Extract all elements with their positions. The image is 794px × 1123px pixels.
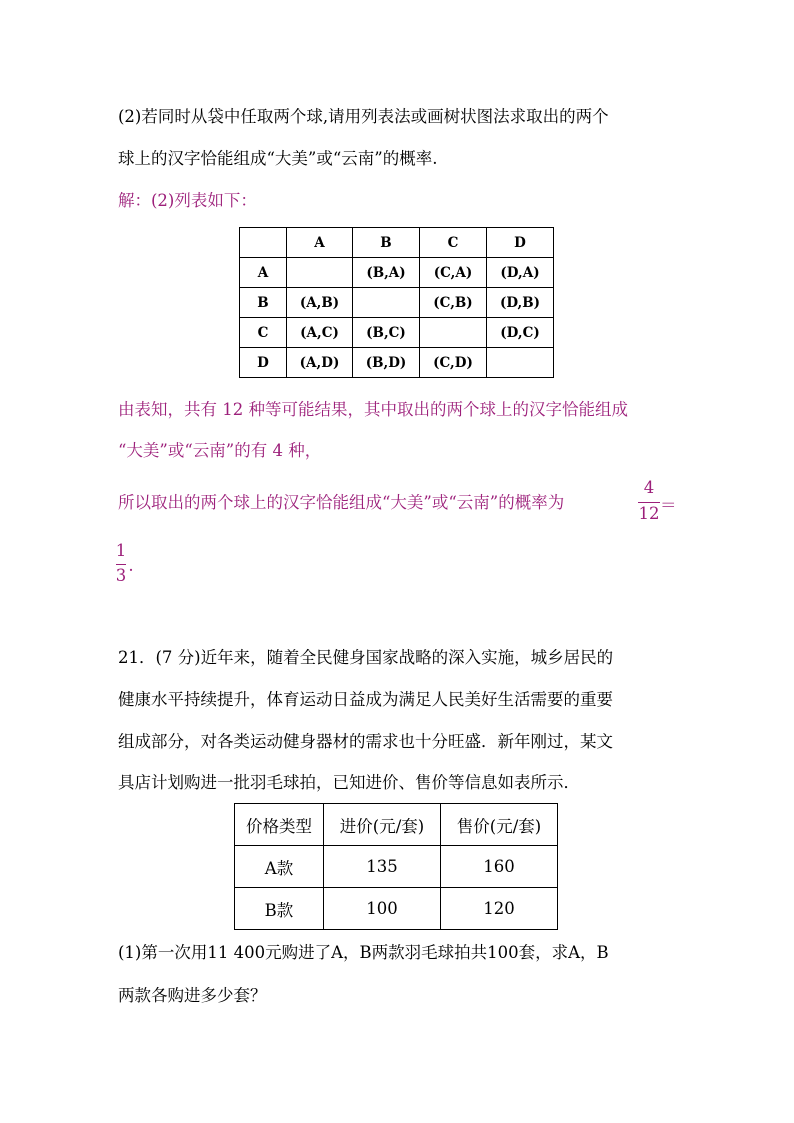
table-cell: C [420, 228, 487, 258]
conclusion-line2: “大美”或“云南”的有 4 种， [118, 441, 322, 460]
table-cell: (D,A) [487, 258, 554, 288]
fraction-numerator: 1 [115, 541, 127, 560]
table-cell: (A,B) [287, 288, 353, 318]
table-cell: 进价(元/套) [324, 804, 441, 846]
table-cell: B [240, 288, 287, 318]
fraction-bar [638, 502, 660, 503]
table-row [240, 348, 554, 378]
table-cell: (C,D) [420, 348, 487, 378]
price-table [234, 803, 558, 930]
table-cell: 价格类型 [235, 804, 324, 846]
table-cell [420, 318, 487, 348]
q21-line2: 健康水平持续提升，体育运动日益成为满足人民美好生活需要的重要 [118, 690, 613, 709]
table-cell: C [240, 318, 287, 348]
table-row [235, 846, 558, 888]
question-part2-line2: 球上的汉字恰能组成“大美”或“云南”的概率. [118, 149, 438, 168]
conclusion-line3: 所以取出的两个球上的汉字恰能组成“大美”或“云南”的概率为 [118, 493, 565, 512]
table-cell: 160 [441, 846, 558, 888]
table-cell: (D,C) [487, 318, 554, 348]
fraction-bar [116, 564, 126, 565]
table-row [240, 228, 554, 258]
conclusion-line1: 由表知，共有 12 种等可能结果，其中取出的两个球上的汉字恰能组成 [118, 400, 628, 419]
q21-line1: 21．(7 分)近年来，随着全民健身国家战略的深入实施，城乡居民的 [118, 648, 614, 667]
table-cell: A [287, 228, 353, 258]
table-cell: D [487, 228, 554, 258]
table-cell: A [240, 258, 287, 288]
table-cell: 100 [324, 888, 441, 930]
question-part2-line1: (2)若同时从袋中任取两个球,请用列表法或画树状图法求取出的两个 [118, 107, 609, 126]
table-cell: (A,C) [287, 318, 353, 348]
equals-sign: ＝ [660, 496, 677, 515]
table-cell: (B,A) [353, 258, 420, 288]
table-cell [353, 288, 420, 318]
table-cell [487, 348, 554, 378]
table-cell: B款 [235, 888, 324, 930]
answer-intro: 解：(2)列表如下： [118, 191, 257, 210]
period: . [128, 556, 134, 575]
table-cell: (C,A) [420, 258, 487, 288]
fraction-denominator: 12 [638, 504, 660, 523]
fraction-numerator: 4 [643, 478, 655, 497]
table-cell: 120 [441, 888, 558, 930]
q21-sub1-line2: 两款各购进多少套？ [118, 986, 267, 1005]
table-cell: (D,B) [487, 288, 554, 318]
table-row [240, 258, 554, 288]
table-cell: B [353, 228, 420, 258]
table-cell: (B,C) [353, 318, 420, 348]
table-row [240, 318, 554, 348]
q21-line3: 组成部分，对各类运动健身器材的需求也十分旺盛．新年刚过，某文 [118, 732, 613, 751]
table-cell: 售价(元/套) [441, 804, 558, 846]
table-cell: 135 [324, 846, 441, 888]
table-cell [240, 228, 287, 258]
fraction-denominator: 3 [115, 566, 127, 585]
table-row [235, 888, 558, 930]
table-cell: A款 [235, 846, 324, 888]
table-cell: D [240, 348, 287, 378]
table-cell [287, 258, 353, 288]
q21-sub1-line1: (1)第一次用11 400元购进了A，B两款羽毛球拍共100套，求A，B [118, 943, 609, 962]
table-cell: (B,D) [353, 348, 420, 378]
outcome-table [239, 227, 554, 378]
table-cell: (C,B) [420, 288, 487, 318]
table-row [240, 288, 554, 318]
q21-line4: 具店计划购进一批羽毛球拍，已知进价、售价等信息如表所示． [118, 773, 580, 792]
table-row [235, 804, 558, 846]
table-cell: (A,D) [287, 348, 353, 378]
